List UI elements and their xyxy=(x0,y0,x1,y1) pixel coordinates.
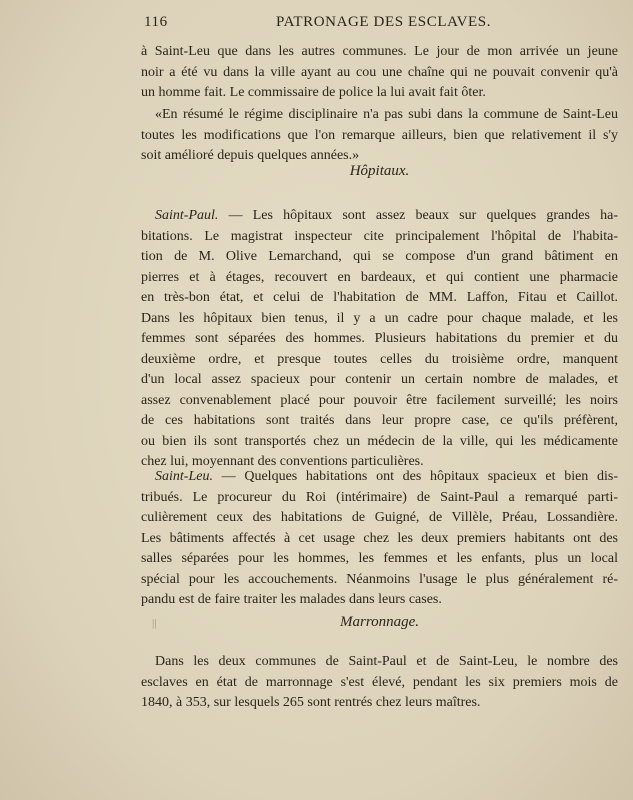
text-line: Dans les hôpitaux bien tenus, il y a un cadre pour chaque malade, et les xyxy=(141,310,618,326)
text-line: esclaves en état de marronnage s'est élevé, pendant les six premiers mois de xyxy=(141,674,618,690)
text-line xyxy=(141,467,618,488)
text-line: femmes sont séparées des hommes. Plusieurs habitations du premier et du xyxy=(141,331,618,346)
text-line: en très-bon état, et celui de l'habitation de MM. Laffon, Fitau et Caillot. xyxy=(141,290,618,305)
running-title: PATRONAGE DES ESCLAVES. xyxy=(276,14,492,30)
text-line-rest: — Quelques habitations ont des hôpitaux spacieux et bien dis- xyxy=(212,469,618,484)
text-line: toutes les modifications que l'on remarque ailleurs, bien que relativement il s'y xyxy=(141,127,618,143)
text-line: soit amélioré depuis quelques années.» xyxy=(141,148,360,163)
place-name-saint-leu: Saint-Leu. xyxy=(155,469,213,484)
text-line: tion de M. Olive Lemarchand, qui se compose d'un grand bâtiment en xyxy=(141,249,618,264)
page-number: 116 xyxy=(144,14,168,30)
text-line: pandu est de faire traiter les malades dans leurs cases. xyxy=(141,592,442,607)
text-line: culièrement ceux des habitations de Guigné, de Villèle, Préau, Lossandière. xyxy=(141,510,618,525)
text-line: tribués. Le procureur du Roi (intérimaire) de Saint-Paul a remarqué parti- xyxy=(141,489,618,505)
text-line-rest: — Les hôpitaux sont assez beaux sur quelques grandes ha- xyxy=(218,208,618,223)
text-line: salles séparées pour les hommes, les femmes et les enfants, plus un local xyxy=(141,551,618,566)
text-line xyxy=(141,206,618,227)
text-line: pierres et à étages, recouvert en bardeaux, et qui contient une pharmacie xyxy=(141,269,618,285)
text-line: à Saint-Leu que dans les autres communes. Le jour de mon arrivée un jeune xyxy=(141,44,618,59)
text-line: d'un local assez spacieux pour contenir un certain nombre de malades, et xyxy=(141,372,618,387)
paragraph-saint-leu xyxy=(141,467,618,611)
text-line: chez lui, moyennant des conventions particulières. xyxy=(141,454,424,469)
text-line: Dans les deux communes de Saint-Paul et de Saint-Leu, le nombre des xyxy=(155,654,618,669)
paragraph-marronnage xyxy=(141,652,618,714)
text-line: bitations. Le magistrat inspecteur cite principalement l'hôpital de l'habita- xyxy=(141,228,618,244)
margin-mark: || xyxy=(152,617,157,629)
text-line: 1840, à 353, sur lesquels 265 sont rentrés chez leurs maîtres. xyxy=(141,695,481,710)
text-line: spécial pour les accouchements. Néanmoins l'usage le plus généralement ré- xyxy=(141,571,618,587)
text-line: ou bien ils sont transportés chez un médecin de la ville, qui les médicamente xyxy=(141,433,618,449)
paragraph-saint-paul xyxy=(141,206,618,473)
place-name-saint-paul: Saint-Paul. xyxy=(155,208,219,223)
text-line: Les bâtiments affectés à cet usage chez les deux premiers habitants ont des xyxy=(141,530,618,546)
text-line: assez convenablement placé pour pouvoir être facilement surveillé; les noirs xyxy=(141,392,618,408)
text-line: de ces habitations sont traités dans leur propre case, ce qu'ils préfèrent, xyxy=(141,413,618,428)
page-header xyxy=(126,14,603,36)
paragraph-continuation xyxy=(141,42,618,104)
text-line: noir a été vu dans la ville ayant au cou une chaîne qui ne pouvait convenir qu'à xyxy=(141,64,618,80)
text-line: deuxième ordre, et presque toutes celles du troisième ordre, manquent xyxy=(141,351,618,367)
text-line: un homme fait. Le commissaire de police la lui avait fait ôter. xyxy=(141,85,486,100)
section-heading-marronnage: Marronnage. xyxy=(339,614,420,630)
section-heading-hopitaux: Hôpitaux. xyxy=(349,163,410,179)
text-line: «En résumé le régime disciplinaire n'a pas subi dans la commune de Saint-Leu xyxy=(155,107,618,122)
paragraph-summary-quote xyxy=(141,105,618,167)
